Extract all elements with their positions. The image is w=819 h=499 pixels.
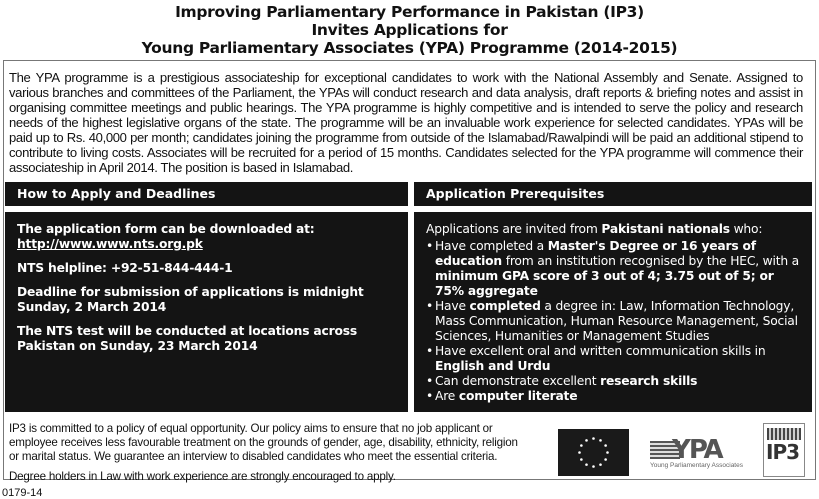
eu-star — [585, 463, 588, 466]
deadline: Deadline for submission of applications is midnight Sunday, 2 March 2014 — [17, 285, 364, 314]
test-info: The NTS test will be conducted at locations across Pakistan on Sunday, 23 March 2014 — [17, 324, 357, 353]
title-line-3: Young Parliamentary Associates (YPA) Programme (2014-2015) — [141, 39, 678, 57]
eu-stars-icon — [558, 429, 629, 476]
eu-star — [580, 458, 583, 461]
download-link[interactable]: http://www.www.nts.org.pk — [17, 237, 203, 251]
title-line-2: Invites Applications for — [311, 21, 508, 39]
eu-star — [606, 451, 609, 454]
list-item: • Have completed a degree in: Law, Information Technology, Mass Communication, Human Resource Management, Social Sciences, Humanities or Management Studies — [426, 299, 802, 344]
eu-star — [604, 458, 607, 461]
helpline: NTS helpline: +92-51-844-444-1 — [17, 261, 233, 275]
title-line-1: Improving Parliamentary Performance in Pakistan (IP3) — [175, 3, 644, 21]
ip3-logo — [763, 423, 805, 477]
list-item: • Have completed a Master's Degree or 16 years of education from an institution recognised by the HEC, with a minimum GPA score of 3 out of 4; 3.75 out of 5; or 75% aggregate — [426, 239, 802, 299]
parliament-icon — [767, 428, 801, 440]
download-text: The application form can be downloaded at: — [17, 222, 315, 236]
apply-box — [5, 212, 408, 412]
eu-star — [599, 439, 602, 442]
apply-heading: How to Apply and Deadlines — [5, 182, 408, 206]
eu-star — [578, 451, 581, 454]
equal-opportunity: IP3 is committed to a policy of equal opportunity. Our policy aims to ensure that no job applicant or employee receives less favourable treatment on the grounds of gender, age, disability, ethnicity, religion or marital status. We guarantee an interview to disabled candidates who meet the essential criteria. — [9, 422, 518, 463]
eu-star — [585, 439, 588, 442]
prereq-intro: Applications are invited from Pakistani nationals who: — [426, 222, 763, 236]
law-note: Degree holders in Law with work experience are strongly encouraged to apply. — [9, 470, 396, 483]
footer-text — [9, 422, 529, 490]
ad-code: 0179-14 — [2, 487, 43, 499]
prereq-heading: Application Prerequisites — [414, 182, 812, 206]
eu-flag-logo — [558, 429, 629, 476]
prereq-box — [414, 212, 812, 412]
list-item: • Can demonstrate excellent research skills — [426, 374, 802, 389]
ip3-logo-text: IP3 — [766, 440, 800, 464]
eu-star — [592, 437, 595, 440]
ypa-logo-text: YPA — [672, 435, 722, 465]
prereq-list — [426, 239, 802, 404]
ypa-logo — [650, 437, 746, 471]
intro-paragraph: The YPA programme is a prestigious associateship for exceptional candidates to work with the National Assembly and Senate. Assigned to various branches and committees of the Parliament, the YPAs will conduct research and data analysis, draft reports & briefing notes and assist in organising committee meetings and public hearings. The YPA programme is highly competitive and is intended to serve the policy and research needs of the highest legislative organs of the state. The programme will be an invaluable work experience for selected candidates. YPAs will be paid up to Rs. 40,000 per month; candidates joining the programme from outside of the Islamabad/Rawalpindi will be paid an additional stipend to contribute to living costs. Associates will be recruited for a period of 15 months. Candidates selected for the YPA programme will commence their associateship in April 2014. The position is based in Islamabad. — [9, 70, 803, 175]
ypa-logo-subtitle: Young Parliamentary Associates — [650, 462, 743, 469]
eu-star — [592, 465, 595, 468]
ad-title — [0, 3, 819, 57]
eu-star — [580, 444, 583, 447]
list-item: • Are computer literate — [426, 389, 802, 404]
eu-star — [604, 444, 607, 447]
eu-star — [599, 463, 602, 466]
list-item: • Have excellent oral and written communication skills in English and Urdu — [426, 344, 802, 374]
